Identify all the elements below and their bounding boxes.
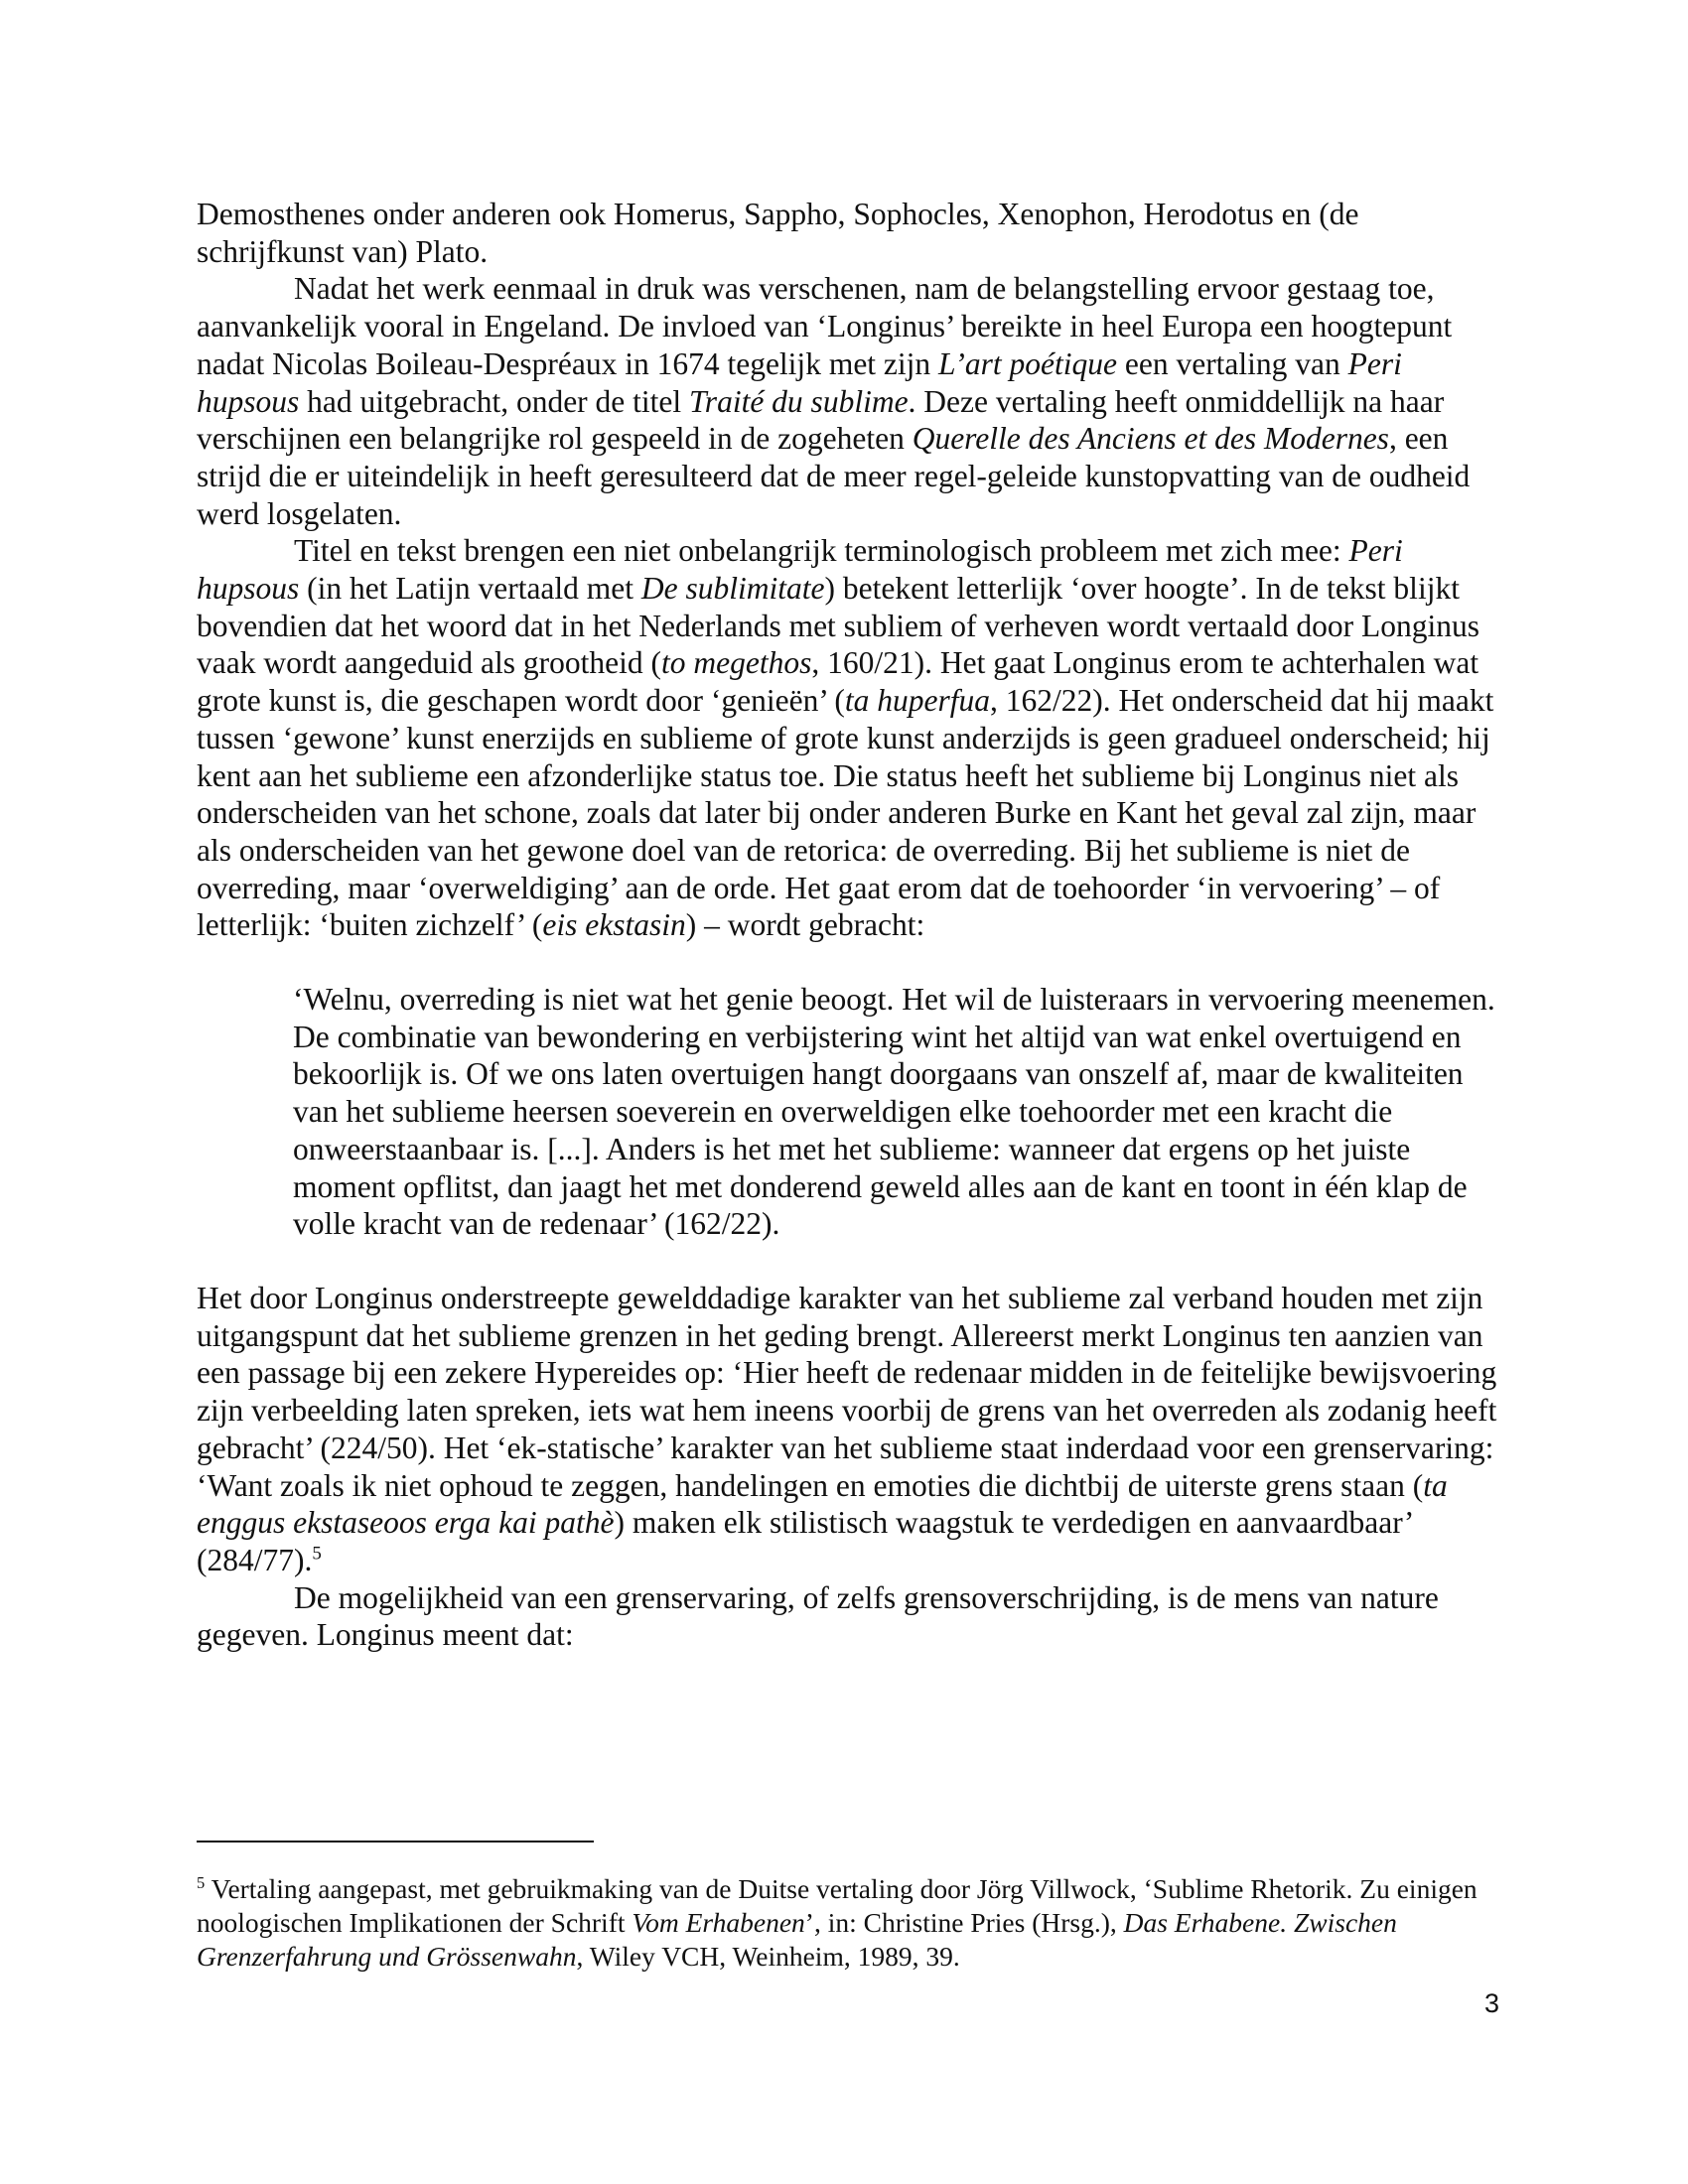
footnote-marker: 5 [312, 1543, 322, 1565]
text-run: Het door Longinus onderstreepte gewelddadige karakter van het sublieme zal verband houden met zijn uitgangspunt dat het sublieme grenzen in het geding brengt. Allereerst merkt Longinus ten aanzien van een passage bij een zekere Hypereides op: ‘Hier heeft de redenaar midden in de feitelijke bewijsvoering zijn verbeelding laten spreken, iets wat hem ineens voorbij de grens van het overreden als zodanig heeft gebracht’ (224/50). Het ‘ek-statische’ karakter van het sublieme staat inderdaad voor een grenservaring: ‘Want zoals ik niet ophoud te zeggen, handelingen en emoties die dichtbij de uiterste grens staan ( [197, 1280, 1497, 1503]
text-run: een vertaling van [1117, 345, 1348, 381]
text-run: . Deze vertaling heeft onmiddellijk na haar verschijnen een belangrijke rol gespeeld in de zogeheten [197, 383, 1445, 457]
page-body [197, 196, 1497, 1654]
text-run: , 162/22). Het onderscheid dat hij maakt tussen ‘gewone’ kunst enerzijds en sublieme of grote kunst anderzijds is geen gradueel onderscheid; hij kent aan het sublieme een afzonderlijke status toe. Die status heeft het sublieme bij Longinus niet als onderscheiden van het schone, zoals dat later bij onder anderen Burke en Kant het geval zal zijn, maar als onderscheiden van het gewone doel van de retorica: de overreding. Bij het sublieme is niet de overreding, maar ‘overweldiging’ aan de orde. Het gaat erom dat de toehoorder ‘in vervoering’ – of letterlijk: ‘buiten zichzelf’ ( [197, 683, 1494, 943]
italic-text: ta huperfua [844, 683, 990, 719]
text-run: ) betekent letterlijk ‘over hoogte’. In de tekst blijkt bovendien dat het woord dat in het Nederlands met subliem of verheven wordt vertaald door Longinus vaak wordt aangeduid als grootheid ( [197, 571, 1480, 681]
text-run: (in het Latijn vertaald met [299, 571, 641, 607]
italic-text: eis ekstasin [542, 907, 686, 943]
italic-text: Peri hupsous [197, 345, 1402, 419]
italic-text: De sublimitate [640, 571, 825, 607]
italic-text: L’art poétique [938, 345, 1117, 381]
italic-text: Vom Erhabenen [632, 1907, 805, 1938]
text-run: ’, in: Christine Pries (Hrsg.), [804, 1907, 1124, 1938]
text-run: De mogelijkheid van een grenservaring, of zelfs grensoverschrijding, is de mens van nature gegeven. Longinus meent dat: [197, 1579, 1439, 1653]
text-run: had uitgebracht, onder de titel [299, 383, 690, 419]
italic-text: Traité du sublime [689, 383, 909, 419]
page-number: 3 [1483, 1988, 1499, 2018]
paragraph [197, 532, 1497, 944]
italic-text: Peri hupsous [197, 533, 1403, 607]
italic-text: Das Erhabene. Zwischen Grenzerfahrung und Grössenwahn [197, 1907, 1397, 1972]
paragraph [197, 1280, 1497, 1579]
text-run: Demosthenes onder anderen ook Homerus, Sappho, Sophocles, Xenophon, Herodotus en (de schrijfkunst van) Plato. [197, 197, 1359, 269]
italic-text: to megethos [660, 645, 812, 681]
paragraph [197, 196, 1497, 270]
text-run: ) maken elk stilistisch waagstuk te verdedigen en aanvaardbaar’ (284/77). [197, 1505, 1413, 1577]
footnotes [197, 1872, 1497, 1974]
text-run: Titel en tekst brengen een niet onbelangrijk terminologisch probleem met zich mee: [294, 533, 1349, 569]
text-run: ‘Welnu, overreding is niet wat het genie beoogt. Het wil de luisteraars in vervoering meenemen. De combinatie van bewondering en verbijstering wint het altijd van wat enkel overtuigend en bekoorlijk is. Of we ons laten overtuigen hangt doorgaans van onszelf af, maar de kwaliteiten van het sublieme heersen soeverein en overweldigen elke toehoorder met een kracht die onweerstaanbaar is. [...]. Anders is het met het sublieme: wanneer dat ergens op het juiste moment opflitst, dan jaagt het met donderend geweld alles aan de kant en toont in één klap de volle kracht van de redenaar’ (162/22). [293, 982, 1495, 1242]
text-run: , 160/21). Het gaat Longinus erom te achterhalen wat grote kunst is, die geschapen wordt door ‘genieën’ ( [197, 645, 1479, 719]
text-run: Nadat het werk eenmaal in druk was verschenen, nam de belangstelling ervoor gestaag toe, aanvankelijk vooral in Engeland. De invloed van ‘Longinus’ bereikte in heel Europa een hoogtepunt nadat Nicolas Boileau-Despréaux in 1674 tegelijk met zijn [197, 271, 1453, 381]
text-run: , Wiley VCH, Weinheim, 1989, 39. [576, 1941, 960, 1972]
footnote-separator [197, 1841, 594, 1843]
footnote-marker: 5 [197, 1872, 206, 1892]
block-quote [293, 981, 1497, 1243]
paragraph [197, 1579, 1497, 1654]
text-run: ) – wordt gebracht: [685, 907, 925, 943]
text-run: , een strijd die er uiteindelijk in heeft geresulteerd dat de meer regel-geleide kunstopvatting van de oudheid werd losgelaten. [197, 421, 1471, 531]
footnote [197, 1872, 1497, 1974]
paragraph [197, 270, 1497, 532]
text-run: Vertaling aangepast, met gebruikmaking van de Duitse vertaling door Jörg Villwock, ‘Sublime Rhetorik. Zu einigen noologischen Implikationen der Schrift [197, 1873, 1477, 1938]
italic-text: Querelle des Anciens et des Modernes [912, 421, 1389, 457]
italic-text: ta enggus ekstaseoos erga kai pathè [197, 1467, 1448, 1541]
